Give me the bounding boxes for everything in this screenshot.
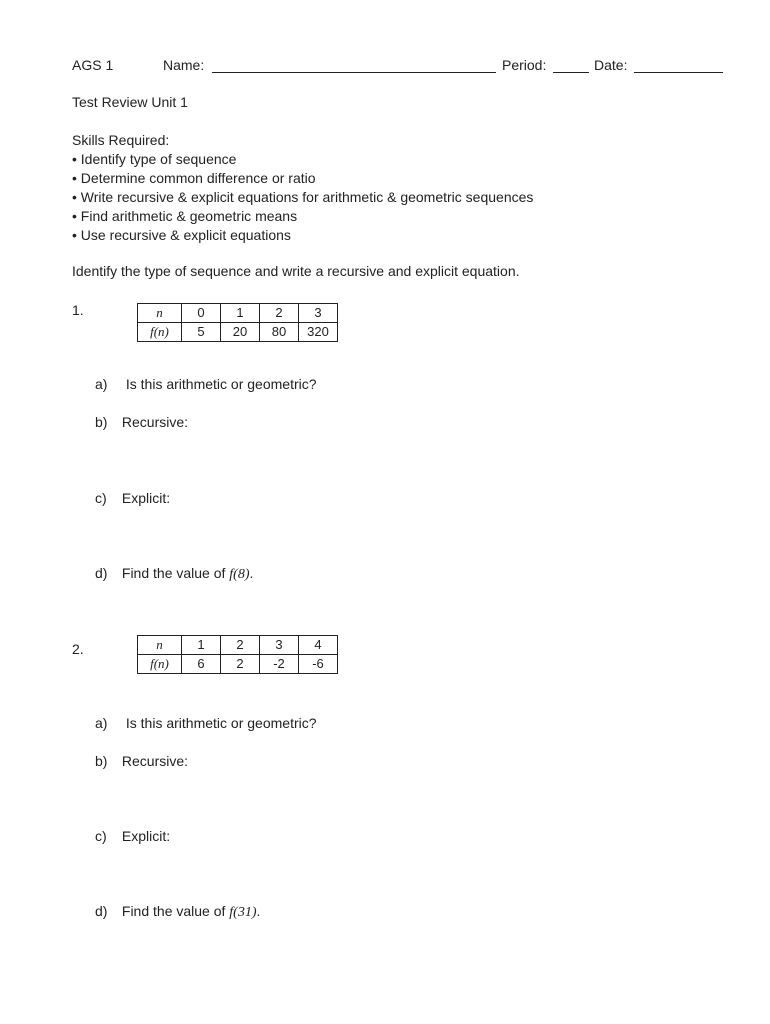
- skill-item: • Use recursive & explicit equations: [72, 227, 291, 243]
- table-cell: 20: [221, 323, 260, 342]
- header: [72, 57, 732, 77]
- table-row: [138, 655, 338, 674]
- name-blank[interactable]: [212, 59, 496, 73]
- skills-heading: Skills Required:: [72, 132, 170, 148]
- skill-item: • Identify type of sequence: [72, 151, 237, 167]
- period-label: Period:: [502, 57, 547, 73]
- table-row: [138, 304, 338, 323]
- date-blank[interactable]: [634, 59, 723, 73]
- part-letter: c): [95, 828, 107, 844]
- function-expression: f(8): [229, 567, 250, 582]
- skill-item: • Find arithmetic & geometric means: [72, 208, 298, 224]
- part-b: [95, 753, 188, 769]
- table-cell: 5: [182, 323, 221, 342]
- page-title: Test Review Unit 1: [72, 94, 188, 110]
- part-letter: b): [95, 414, 108, 430]
- part-text: Find the value of: [121, 903, 230, 919]
- table-row: [138, 636, 338, 655]
- date-label: Date:: [594, 57, 628, 73]
- part-letter: d): [95, 565, 108, 581]
- table-cell: 80: [260, 323, 299, 342]
- table-header-n: n: [138, 304, 182, 323]
- part-letter: a): [95, 715, 108, 731]
- part-text: Is this arithmetic or geometric?: [125, 715, 317, 731]
- table-cell: -6: [299, 655, 338, 674]
- course-label: AGS 1: [72, 57, 114, 73]
- table-cell: 320: [299, 323, 338, 342]
- part-letter: b): [95, 753, 108, 769]
- table-row: [138, 323, 338, 342]
- table-cell: 1: [182, 636, 221, 655]
- problem-number: 1.: [72, 302, 84, 318]
- part-text: Explicit:: [121, 490, 171, 506]
- part-text: Recursive:: [121, 753, 189, 769]
- skill-item: • Determine common difference or ratio: [72, 170, 316, 186]
- name-label: Name:: [163, 57, 205, 73]
- part-period: .: [256, 903, 261, 919]
- table-header-fn: f(n): [138, 323, 182, 342]
- part-text: Find the value of: [121, 565, 230, 581]
- sequence-table: [137, 303, 338, 342]
- part-text: Explicit:: [121, 828, 171, 844]
- table-cell: 3: [260, 636, 299, 655]
- part-c: [95, 490, 170, 506]
- part-d: [95, 903, 260, 921]
- part-b: [95, 414, 188, 430]
- part-text: Is this arithmetic or geometric?: [125, 376, 317, 392]
- part-a: [95, 715, 317, 731]
- table-cell: 2: [260, 304, 299, 323]
- function-expression: f(31): [229, 905, 257, 920]
- problem-number: 2.: [72, 641, 84, 657]
- table-cell: 1: [221, 304, 260, 323]
- table-header-fn: f(n): [138, 655, 182, 674]
- table-cell: 6: [182, 655, 221, 674]
- part-c: [95, 828, 170, 844]
- part-period: .: [249, 565, 254, 581]
- part-letter: d): [95, 903, 108, 919]
- table-cell: 4: [299, 636, 338, 655]
- instructions: Identify the type of sequence and write a recursive and explicit equation.: [72, 263, 520, 279]
- part-letter: c): [95, 490, 107, 506]
- part-a: [95, 376, 317, 392]
- table-cell: 3: [299, 304, 338, 323]
- skill-item: • Write recursive & explicit equations for arithmetic & geometric sequences: [72, 189, 534, 205]
- part-letter: a): [95, 376, 108, 392]
- table-cell: 2: [221, 636, 260, 655]
- table-header-n: n: [138, 636, 182, 655]
- period-blank[interactable]: [553, 59, 589, 73]
- skills-section: [72, 131, 533, 245]
- table-cell: 0: [182, 304, 221, 323]
- table-cell: -2: [260, 655, 299, 674]
- sequence-table: [137, 635, 338, 674]
- table-cell: 2: [221, 655, 260, 674]
- part-text: Recursive:: [121, 414, 189, 430]
- part-d: [95, 565, 253, 583]
